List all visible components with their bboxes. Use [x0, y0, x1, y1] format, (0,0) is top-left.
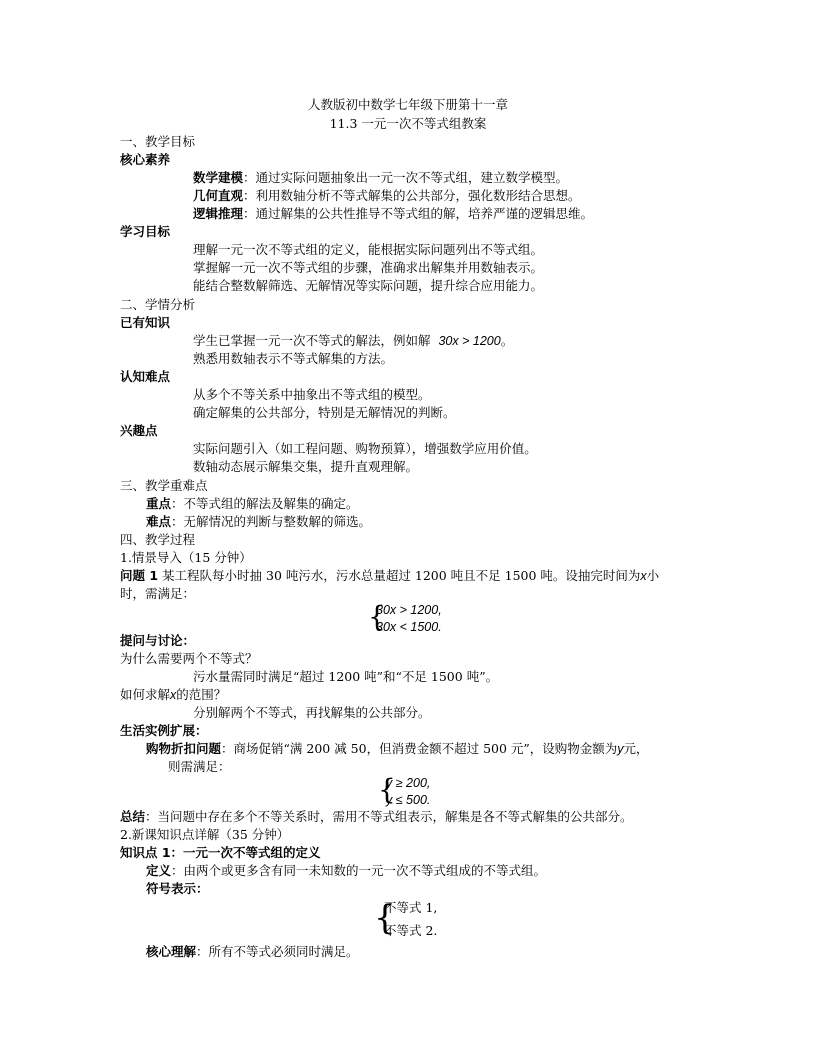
definition-text: ：由两个或更多含有同一未知数的一元一次不等式组成的不等式组。: [171, 863, 547, 878]
goal-item: 掌握解一元一次不等式组的步骤，准确求出解集并用数轴表示。: [193, 260, 544, 275]
difficulty-item: 从多个不等关系中抽象出不等式组的模型。: [193, 387, 431, 402]
difficult-point-label: 难点: [146, 514, 172, 529]
left-brace: {: [378, 773, 396, 806]
answer-why: 污水量需同时满足“超过 1200 吨”和“不足 1500 吨”。: [193, 669, 499, 684]
core-item-1: [193, 169, 568, 187]
definition: [146, 862, 546, 880]
symbol-notation-label: 符号表示：: [146, 881, 209, 896]
shopping-problem-label: 购物折扣问题: [146, 741, 222, 756]
interest-item: 数轴动态展示解集交集，提升直观理解。: [193, 459, 419, 474]
life-example-heading: 生活实例扩展：: [120, 723, 208, 738]
prior-knowledge-heading: 已有知识: [120, 315, 171, 330]
left-brace: {: [368, 600, 386, 633]
core-item-label: 数学建模: [193, 170, 244, 185]
question-how: [120, 686, 226, 704]
summary: [120, 808, 633, 826]
problem-1-text: 某工程队每小时抽 30 吨污水，污水总量超过 1200 吨且不足 1500 吨。设抽完时间为: [158, 568, 641, 583]
key-point-text: ：不等式组的解法及解集的确定。: [171, 496, 359, 511]
section-3-heading: 三、教学重难点: [120, 478, 208, 493]
document-title: 人教版初中数学七年级下册第十一章: [307, 97, 508, 112]
shopping-problem-line-2: 则需满足：: [168, 759, 231, 774]
problem-1-line-2: 时，需满足：: [120, 586, 196, 601]
section-2-heading: 二、学情分析: [120, 297, 196, 312]
inequality-row: y ≤ 500.: [386, 793, 431, 807]
core-item-label: 几何直观: [193, 188, 244, 203]
core-item-text: ：通过解集的公共性推导不等式组的解，培养严谨的逻辑思维。: [243, 206, 594, 221]
core-item-label: 逻辑推理: [193, 206, 244, 221]
core-item-text: ：通过实际问题抽象出一元一次不等式组，建立数学模型。: [243, 170, 569, 185]
difficult-point: [146, 513, 371, 531]
step-1-heading: 1.情景导入（15 分钟）: [120, 550, 252, 565]
inequality-row: 30x > 1200,: [376, 603, 442, 617]
discussion-heading: 提问与讨论：: [120, 633, 196, 648]
problem-1: [120, 567, 659, 585]
difficult-point-text: ：无解情况的判断与整数解的筛选。: [171, 514, 372, 529]
summary-label: 总结: [120, 809, 146, 824]
core-item-2: [193, 187, 581, 205]
shopping-problem: [146, 740, 649, 758]
prior-knowledge-item: 熟悉用数轴表示不等式解集的方法。: [193, 351, 394, 366]
core-literacy-heading: 核心素养: [120, 152, 171, 167]
document-subtitle: 11.3 一元一次不等式组教案: [329, 116, 487, 131]
shopping-problem-text: ：商场促销“满 200 减 50，但消费金额不超过 500 元”，设购物金额为: [221, 741, 618, 756]
core-understanding-text: ：所有不等式必须同时满足。: [196, 944, 359, 959]
inequality-system-3: [374, 898, 474, 942]
question-how-text: 如何求解: [120, 687, 171, 702]
goal-item: 能结合整数解筛选、无解情况等实际问题，提升综合应用能力。: [193, 278, 544, 293]
knowledge-point-1-heading: 知识点 1：一元一次不等式组的定义: [120, 845, 321, 860]
variable-x: x: [640, 569, 647, 583]
left-brace: {: [374, 898, 396, 938]
section-4-heading: 四、教学过程: [120, 532, 196, 547]
key-point-label: 重点: [146, 496, 172, 511]
problem-1-label: 问题 1: [120, 568, 159, 583]
key-point: [146, 495, 359, 513]
inequality-row: y ≥ 200,: [386, 776, 431, 790]
inequality-row: 不等式 2.: [384, 923, 438, 938]
learning-goals-heading: 学习目标: [120, 224, 171, 239]
question-how-end: 的范围？: [176, 687, 227, 702]
core-understanding-label: 核心理解: [146, 944, 197, 959]
interest-item: 实际问题引入（如工程问题、购物预算），增强数学应用价值。: [193, 441, 537, 456]
variable-x: x: [170, 688, 177, 702]
inequality-system-2: [378, 775, 468, 809]
problem-1-end: 小: [646, 568, 660, 583]
answer-how: 分别解两个不等式，再找解集的公共部分。: [193, 705, 431, 720]
core-item-text: ：利用数轴分析不等式解集的公共部分，强化数形结合思想。: [243, 188, 581, 203]
interest-heading: 兴趣点: [120, 423, 158, 438]
core-item-3: [193, 205, 593, 223]
variable-y: y: [617, 742, 624, 756]
prior-knowledge-item: [193, 332, 513, 350]
prior-knowledge-text: 学生已掌握一元一次不等式的解法，例如解: [193, 333, 431, 348]
inequality-row: 30x < 1500.: [376, 620, 442, 634]
core-understanding: [146, 943, 359, 961]
shopping-problem-end: 元，: [623, 741, 649, 756]
summary-text: ：当问题中存在多个不等关系时，需用不等式组表示，解集是各不等式解集的公共部分。: [145, 809, 633, 824]
section-1-heading: 一、教学目标: [120, 134, 196, 149]
cognitive-difficulty-heading: 认知难点: [120, 369, 171, 384]
inequality-system-1: [368, 602, 468, 636]
difficulty-item: 确定解集的公共部分，特别是无解情况的判断。: [193, 405, 456, 420]
inequality-row: 不等式 1,: [384, 900, 438, 915]
definition-label: 定义: [146, 863, 172, 878]
goal-item: 理解一元一次不等式组的定义，能根据实际问题列出不等式组。: [193, 242, 544, 257]
inequality-expression: 30x > 1200: [438, 334, 501, 348]
period: 。: [500, 333, 514, 348]
question-why: 为什么需要两个不等式？: [120, 651, 258, 666]
step-2-heading: 2.新课知识点详解（35 分钟）: [120, 827, 290, 842]
